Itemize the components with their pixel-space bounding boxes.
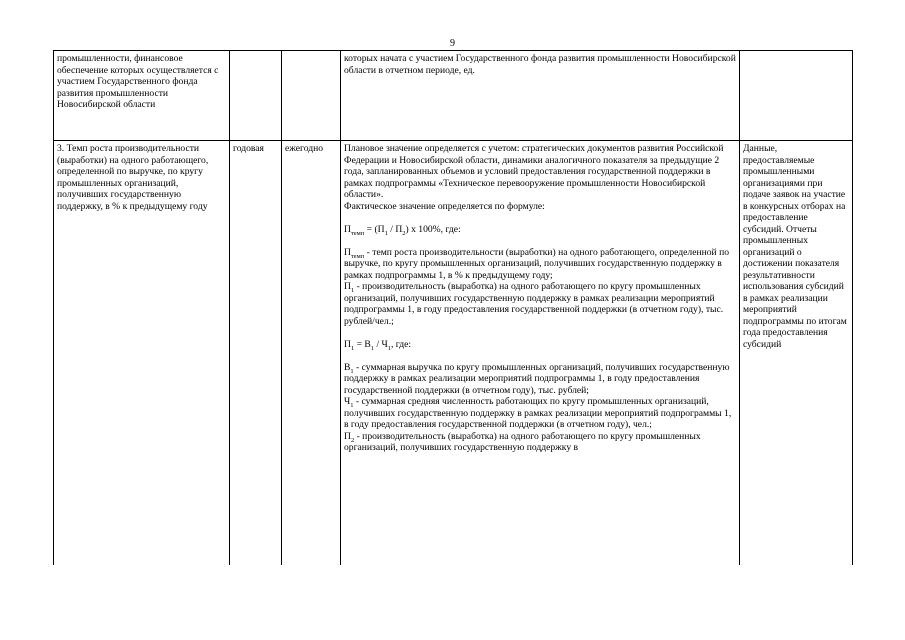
indicator-cell: промышленности, финансовое обеспечение которых осуществляется с участием Государственного фонда развития промышленности Новосибирской области [54, 51, 230, 141]
method-fact-label: Фактическое значение определяется по формуле: [344, 200, 545, 212]
source-cell: Данные, предоставляемые промышленными организациями при подаче заявок на участие в конкурсных отборах на предоставление субсидий. Отчеты промышленных организаций о достижении показателя результативности использования субсидий в рамках реализации мероприятий подпрограммы по итогам года предоставления субсидий [740, 141, 853, 566]
period-cell [230, 51, 282, 141]
method-cell [341, 141, 740, 566]
definition-ch1: $Ч_1$ - суммарная средняя численность работающих по кругу промышленных организаций, получивших государственную поддержку в рамках реализации мероприятий подпрограммы 1, в году предоставления государственной поддержки (в отчетном году), чел.; [344, 396, 732, 430]
formula-p1: $П_1 = В_1 / Ч_1$, где: [344, 338, 412, 352]
frequency-cell [282, 51, 341, 141]
indicator-cell: 3. Темп роста производительности (выработки) на одного работающего, определенной по выручке, по кругу промышленных организаций, получивших государственную поддержку, в % к предыдущему году [54, 141, 230, 566]
table-row [54, 141, 853, 566]
definition-ptemp: $П_{темп}$ - темп роста производительности (выработки) на одного работающего, определенной по выручке, по кругу промышленных организаций, получивших государственную поддержку в рамках подпрограммы 1, в % к предыдущему году; [344, 246, 730, 281]
definition-p2: $П_2$ - производительность (выработка) на одного работающего по кругу промышленных организаций, получивших государственную поддержку в [344, 430, 701, 453]
table-row [54, 51, 853, 141]
definition-v1: $В_1$ - суммарная выручка по кругу промышленных организаций, получивших государственную поддержку в рамках реализации мероприятий подпрограммы 1, в году предоставления государственной поддержки (в отчетном году), тыс. рублей; [344, 361, 730, 396]
source-cell [740, 51, 853, 141]
formula-ptemp: $П_{темп} = (П_1 / П_2)$ x 100%, где: [344, 223, 461, 237]
definition-p1: $П_1$ - производительность (выработка) на одного работающего по кругу промышленных организаций, получивших государственную поддержку в рамках реализации мероприятий подпрограммы 1, в году предоставления государственной поддержки (в отчетном году), тыс. рублей/чел.; [344, 281, 724, 327]
frequency-cell: ежегодно [282, 141, 341, 566]
method-intro: Плановое значение определяется с учетом: стратегических документов развития Российской Федерации и Новосибирской области, динамики аналогичного показателя за предыдущие 2 года, запланированных объемов и условий предоставления государственной поддержки в рамках подпрограммы «Техническое перевооружение промышленности Новосибирской области». [344, 143, 724, 200]
indicators-table [53, 50, 853, 565]
method-cell: которых начата с участием Государственного фонда развития промышленности Новосибирской области в отчетном периоде, ед. [341, 51, 740, 141]
page-number: 9 [450, 38, 455, 49]
period-cell: годовая [230, 141, 282, 566]
